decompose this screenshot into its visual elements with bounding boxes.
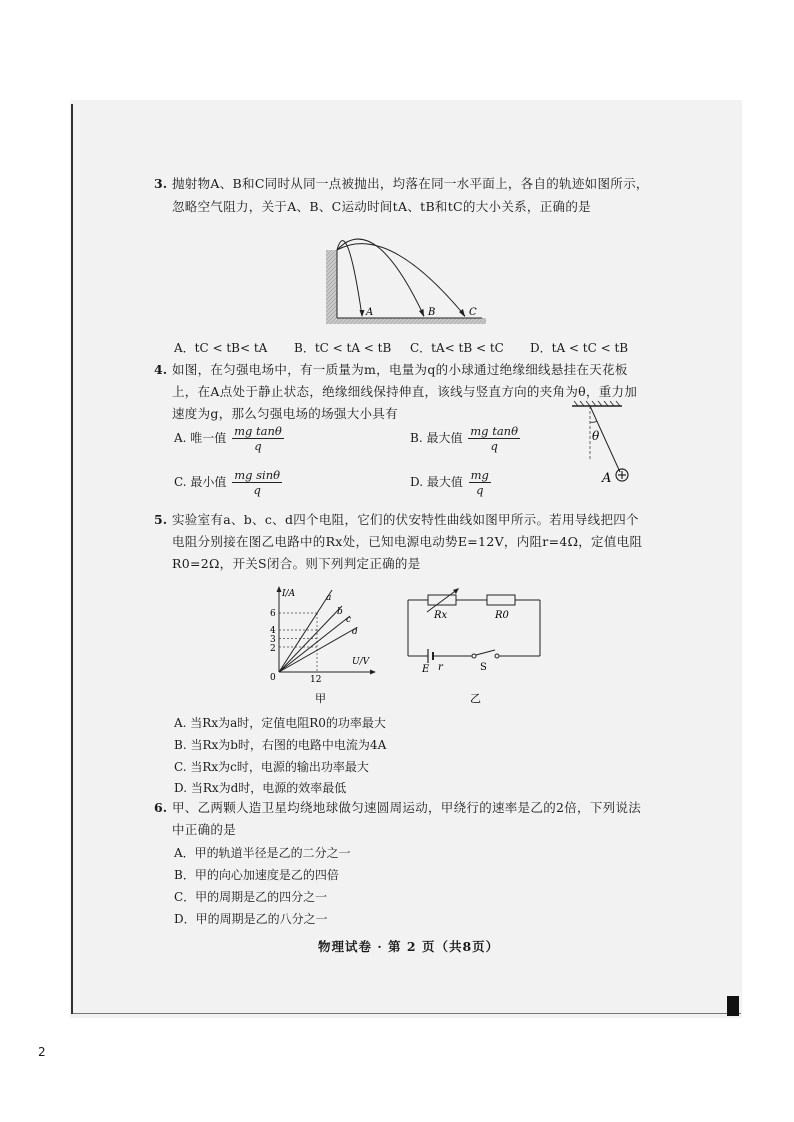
- q5-s-label: S: [480, 662, 487, 673]
- q5-circuit-diagram: [400, 588, 550, 708]
- q3-trajectory-a: [337, 241, 362, 316]
- q5-e-label: E: [422, 664, 430, 675]
- q5-curve-c: [279, 616, 350, 672]
- q6-line2: 中正确的是: [172, 822, 237, 837]
- q4-point-label: A: [602, 471, 612, 486]
- q3-trajectory-b: [337, 239, 424, 316]
- q4-option-b-label: B. 最大值: [410, 431, 463, 445]
- q3-cliff: [326, 250, 337, 320]
- q4-pendulum-figure: [566, 400, 638, 490]
- q4-option-d-fraction: $\frac{mg}{q}$: [470, 468, 489, 497]
- q4-line2: 上，在A点处于静止状态，绝缘细线保持伸直，该线与竖直方向的夹角为θ，重力加: [172, 384, 638, 399]
- q5-x-tick-12: 12: [310, 675, 322, 685]
- q6-line1: 甲、乙两颗人造卫星均绕地球做匀速圆周运动，甲绕行的速率是乙的2倍，下列说法: [172, 800, 642, 815]
- q5-curve-label-d: d: [352, 627, 358, 637]
- q4-theta-label: θ: [592, 429, 600, 443]
- q5-number: 5.: [154, 512, 168, 527]
- q5-origin-label: 0: [270, 673, 276, 683]
- q6-option-a[interactable]: A．甲的轨道半径是乙的二分之一: [174, 846, 351, 860]
- q5-circuit-caption: 乙: [470, 692, 481, 705]
- q4-option-a[interactable]: [174, 424, 284, 453]
- q5-iv-graph: [262, 584, 382, 706]
- q4-line3: 速度为g，那么匀强电场的场强大小具有: [172, 406, 398, 421]
- q3-option-d[interactable]: D．tA < tC < tB: [530, 341, 629, 355]
- q4-option-b[interactable]: [410, 424, 520, 453]
- bottom-border: [73, 1013, 741, 1014]
- q4-option-b-fraction: $\frac{\text{mg tanθ}}{q}$: [470, 424, 519, 453]
- binding-line: [71, 104, 73, 1014]
- q5-curve-label-b: b: [337, 607, 343, 617]
- q6-option-b[interactable]: B．甲的向心加速度是乙的四倍: [174, 868, 339, 882]
- q5-r0-label: R0: [495, 610, 509, 621]
- q3-label-c: C: [469, 307, 477, 318]
- q3-number: 3.: [154, 176, 168, 191]
- q5-option-b[interactable]: B. 当Rx为b时，右图的电路中电流为4A: [174, 738, 387, 752]
- q5-curve-b: [279, 606, 342, 672]
- q6-number: 6.: [154, 800, 168, 815]
- q5-y-tick-4: 4: [270, 626, 276, 636]
- q4-option-c-fraction: $\frac{\text{mg sinθ}}{q}$: [234, 468, 281, 497]
- q3-ground: [326, 318, 486, 324]
- q4-line1: 如图，在匀强电场中，有一质量为m，电量为q的小球通过绝缘细线悬挂在天花板: [172, 362, 628, 377]
- q4-option-a-fraction: $\frac{\text{mg tanθ}}{q}$: [234, 424, 282, 453]
- page-footer: 物理试卷 · 第 2 页（共8页）: [318, 939, 500, 954]
- q5-line2: 电阻分别接在图乙电路中的Rx处，已知电源电动势E=12V，内阻r=4Ω，定值电阻: [172, 534, 643, 549]
- q4-option-c[interactable]: [174, 468, 282, 497]
- q4-number: 4.: [154, 362, 168, 377]
- q3-label-a: A: [366, 307, 374, 318]
- q5-option-c[interactable]: C. 当Rx为c时，电源的输出功率最大: [174, 760, 369, 774]
- q5-curve-a: [279, 590, 332, 672]
- q3-line2: 忽略空气阻力，关于A、B、C运动时间tA、tB和tC的大小关系，正确的是: [172, 199, 591, 214]
- q5-r0-resistor: [487, 595, 515, 605]
- q4-option-d-label: D. 最大值: [410, 475, 463, 489]
- q5-line1: 实验室有a、b、c、d四个电阻，它们的伏安特性曲线如图甲所示。若用导线把四个: [172, 512, 639, 527]
- q5-switch: [476, 650, 495, 655]
- q5-r-label: r: [438, 662, 443, 673]
- q5-option-a[interactable]: A. 当Rx为a时，定值电阻R0的功率最大: [174, 716, 386, 730]
- q5-curve-d: [279, 628, 356, 672]
- q6-option-d[interactable]: D．甲的周期是乙的八分之一: [174, 912, 328, 926]
- q3-option-b[interactable]: B．tC < tA < tB: [294, 341, 392, 355]
- q3-trajectory-figure: [322, 220, 492, 328]
- q5-curve-label-c: c: [346, 615, 352, 625]
- alignment-mark: [727, 996, 739, 1016]
- q5-curve-label-a: a: [326, 593, 332, 603]
- q3-label-b: B: [428, 307, 436, 318]
- q6-option-c[interactable]: C．甲的周期是乙的四分之一: [174, 890, 328, 904]
- q3-option-c[interactable]: C．tA< tB < tC: [410, 341, 504, 355]
- q4-option-a-label: A. 唯一值: [174, 431, 227, 445]
- q5-y-tick-2: 2: [270, 644, 276, 654]
- q5-option-d[interactable]: D. 当Rx为d时，电源的效率最低: [174, 781, 347, 795]
- q5-y-axis-label: I/A: [282, 589, 296, 599]
- q5-x-axis-label: U/V: [352, 657, 370, 667]
- q5-y-tick-3: 3: [270, 635, 276, 645]
- q4-option-c-label: C. 最小值: [174, 475, 227, 489]
- q5-y-tick-6: 6: [270, 609, 276, 619]
- q5-rx-resistor: [428, 595, 456, 605]
- q4-option-d[interactable]: [410, 468, 491, 497]
- q3-line1: 抛射物A、B和C同时从同一点被抛出，均落在同一水平面上，各自的轨迹如图所示，: [172, 176, 649, 191]
- q5-rx-label: Rx: [434, 610, 448, 621]
- q5-graph-caption: 甲: [315, 692, 326, 705]
- q3-option-a[interactable]: A．tC < tB< tA: [174, 341, 268, 355]
- q5-line3: R0=2Ω，开关S闭合。则下列判定正确的是: [172, 556, 421, 571]
- page-number: 2: [38, 1045, 46, 1059]
